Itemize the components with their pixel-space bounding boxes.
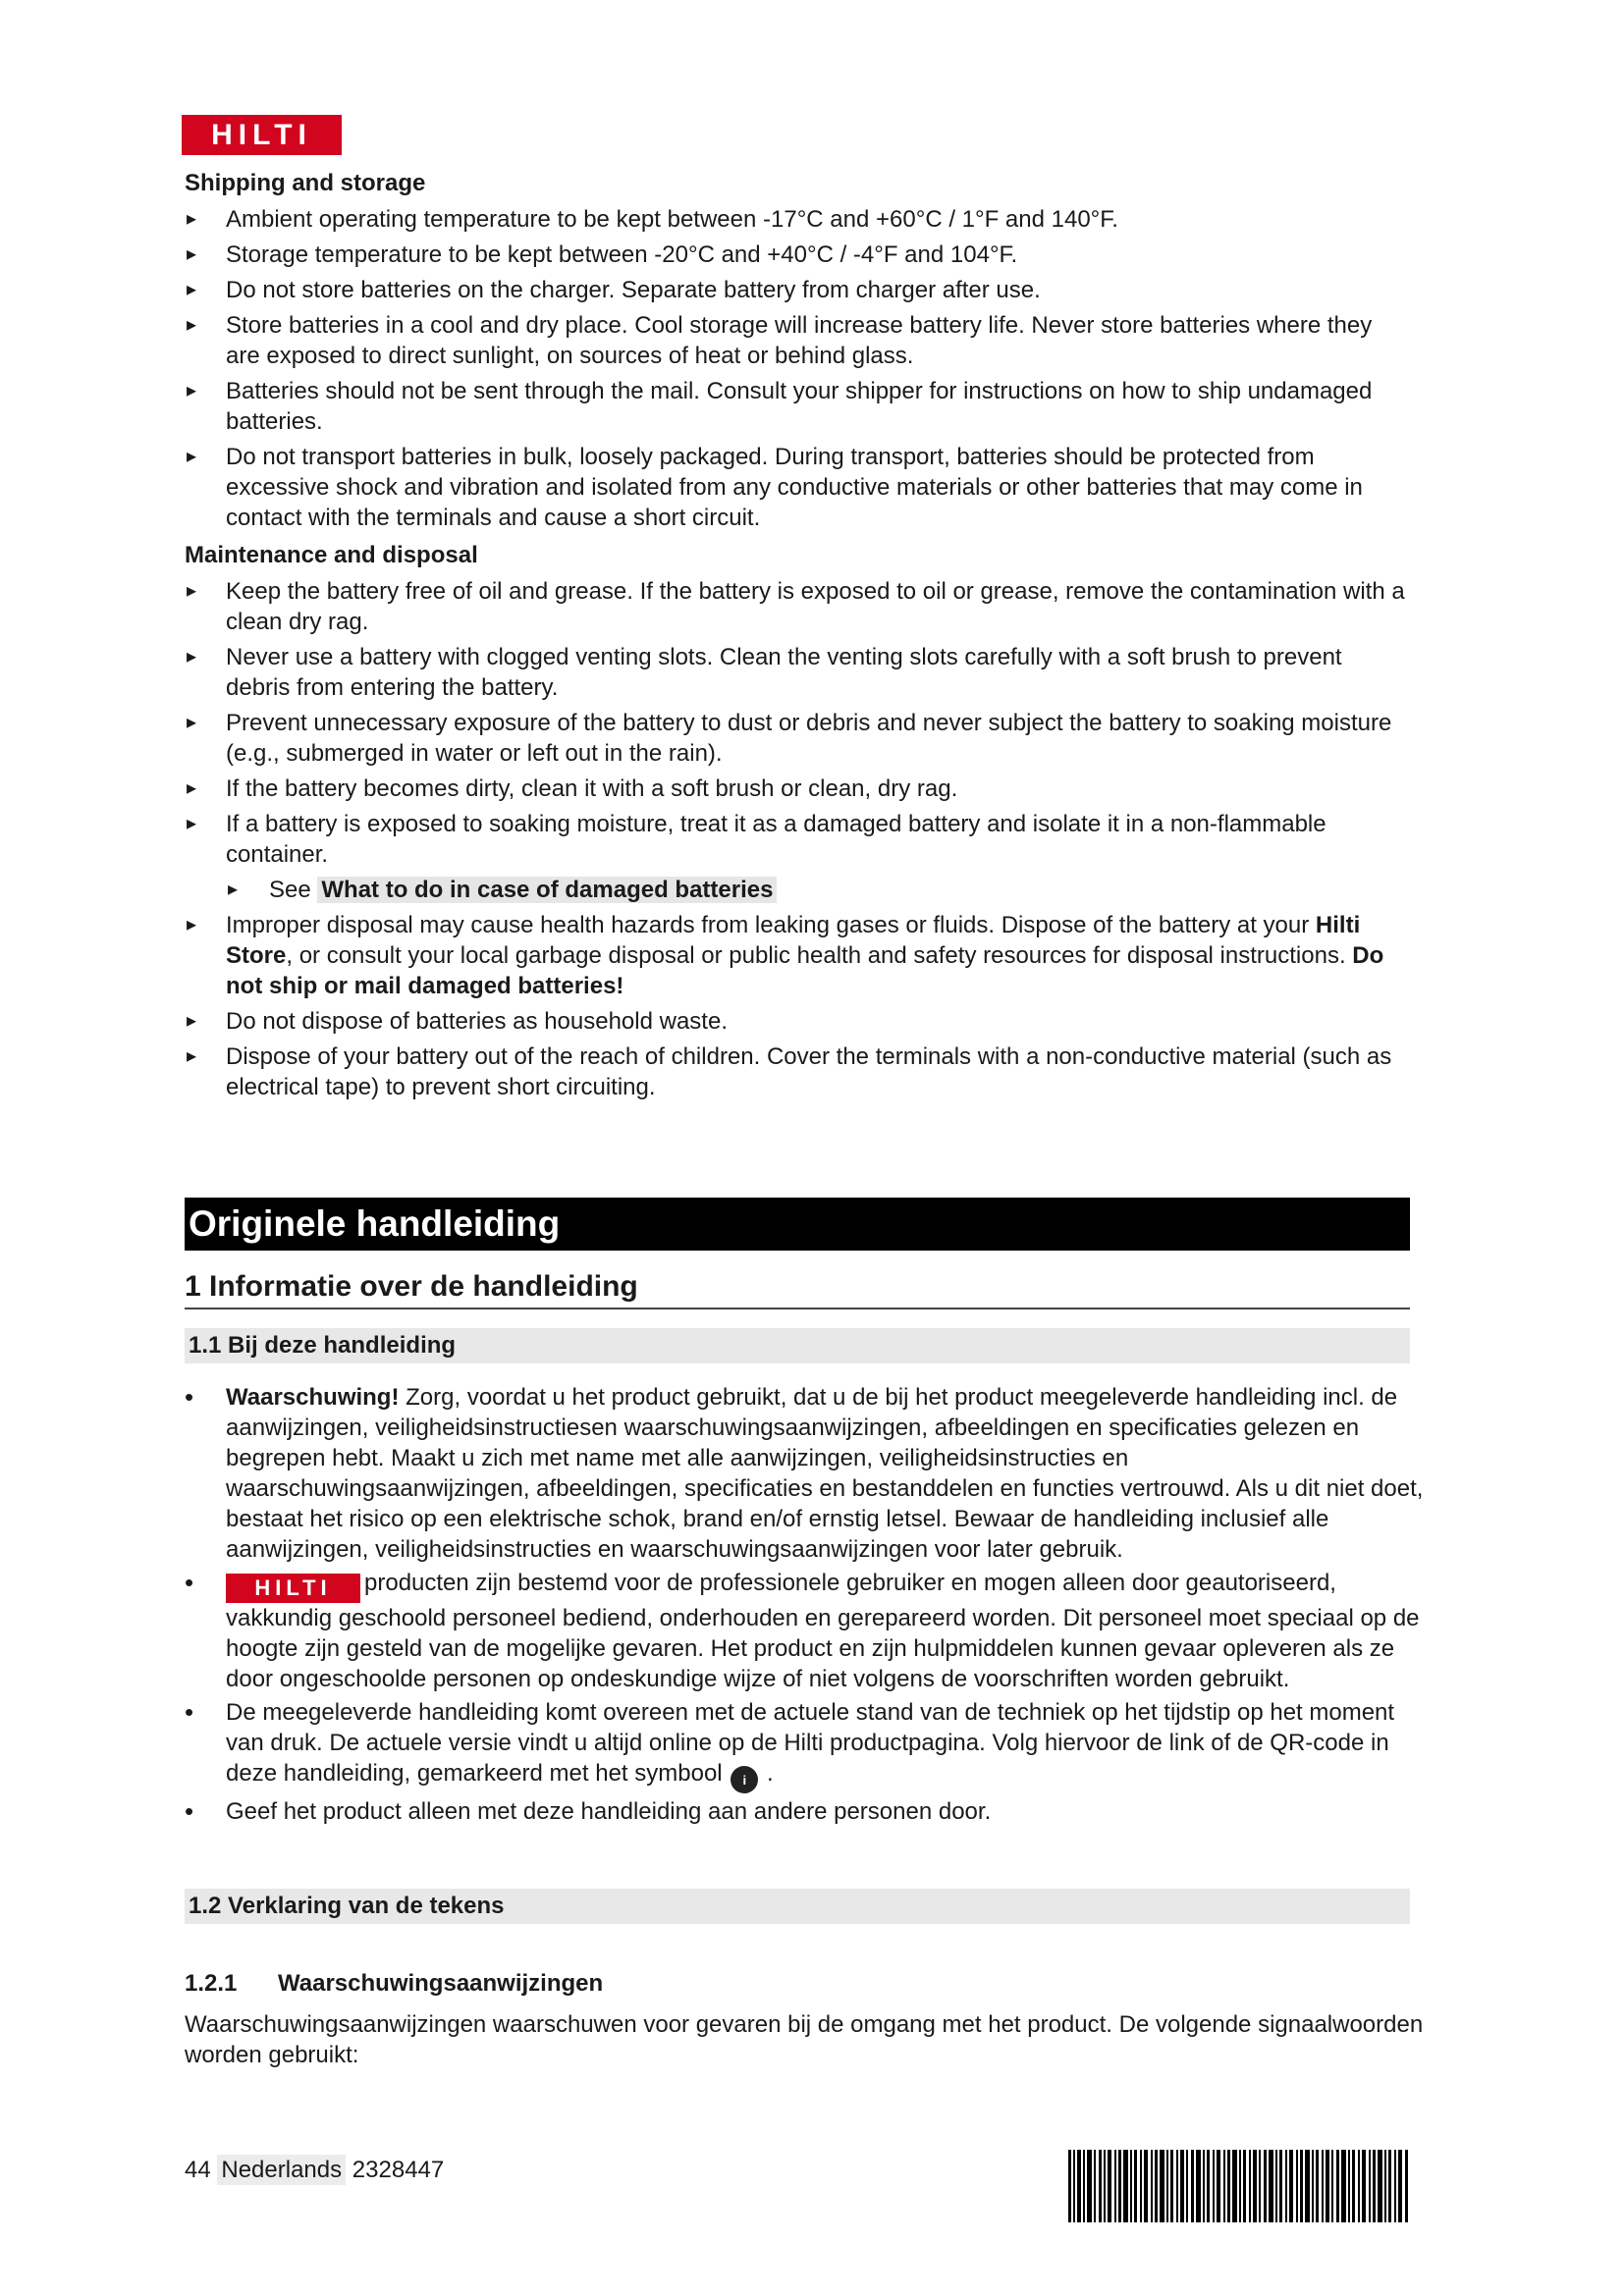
list-item (185, 910, 1412, 1001)
dutch-section (185, 1382, 1427, 1830)
see-prefix: See (269, 877, 311, 903)
list-item: ▸ Do not dispose of batteries as household waste. (185, 1006, 1412, 1037)
inline-logo-text: • HILTI (254, 1575, 332, 1600)
document-number: 2328447 (352, 2157, 445, 2183)
warning-text: Zorg, voordat u het product gebruikt, dat u de bij het product meegeleverde handleiding incl. de aanwijzingen, veiligheidsinstructiesen waarschuwingsaanwijzingen, afbeeldingen en specificaties gelezen en begrepen hebt. Maakt u zich met name met alle aanwijzingen, veiligheidsinstructies en waarschuwingsaanwijzingen, afbeeldingen, specificaties en bestanddelen en functies vertrouwd. Als u dit niet doet, bestaat het risico op een elektrische schok, brand en/of ernstig letsel. Bewaar de handleiding inclusief alle aanwijzingen, veiligheidsinstructies en waarschuwingsaanwijzingen voor later gebruik. (226, 1384, 1424, 1563)
hilti-inline-logo (226, 1574, 360, 1603)
section-title: Waarschuwingsaanwijzingen (278, 1970, 604, 1997)
list-item (185, 1382, 1427, 1565)
disposal-text-b: , or consult your local garbage disposal or public health and safety resources for disposal instructions. (286, 942, 1346, 969)
shipping-list (185, 204, 1412, 533)
list-item: ▸ If the battery becomes dirty, clean it with a soft brush or clean, dry rag. (185, 774, 1412, 804)
hilti-products-text: producten zijn bestemd voor de professionele gebruiker en mogen alleen door geautoriseerd, vakkundig geschoold personeel bediend, onderhouden en gerepareerd worden. Dit personeel moet speciaal op de hoogte zijn gesteld van de mogelijke gevaren. Het product en zijn hulpmiddelen kunnen gevaar opleveren als ze door ongeschoolde personen op ondeskundige wijze of niet volgens de voorschriften worden gebruikt. (226, 1570, 1420, 1692)
maintenance-heading: Maintenance and disposal (185, 542, 478, 568)
section-number: 1.2.1 (185, 1970, 238, 1997)
list-item: ▸ Store batteries in a cool and dry place. Cool storage will increase battery life. Never store batteries where they are exposed to direct sunlight, on sources of heat or behind glass. (185, 310, 1412, 371)
list-item: ▸ Prevent unnecessary exposure of the battery to dust or debris and never subject the battery to soaking moisture (e.g., submerged in water or left out in the rain). (185, 708, 1412, 769)
list-item: ▸ Keep the battery free of oil and grease. If the battery is exposed to oil or grease, remove the contamination with a clean dry rag. (185, 576, 1412, 637)
section-1-2-1-heading (185, 1970, 603, 1998)
section-1-2-heading: 1.2 Verklaring van de tekens (185, 1889, 1410, 1924)
list-item: ▸ Do not transport batteries in bulk, loosely packaged. During transport, batteries should be protected from excessive shock and vibration and isolated from any conductive materials or other batteries that may come in contact with the terminals and cause a short circuit. (185, 442, 1412, 533)
hilti-store: Hilti Store (226, 912, 1361, 969)
list-item: ▸ Batteries should not be sent through the mail. Consult your shipper for instructions on how to ship undamaged batteries. (185, 376, 1412, 437)
warnings-paragraph: Waarschuwingsaanwijzingen waarschuwen voor gevaren bij de omgang met het product. De volgende signaalwoorden worden gebruikt: (185, 2011, 1424, 2068)
list-item: ▸ Dispose of your battery out of the reach of children. Cover the terminals with a non-conductive material (such as electrical tape) to prevent short circuiting. (185, 1041, 1412, 1102)
section-1-heading: 1 Informatie over de handleiding (185, 1266, 1410, 1309)
english-section (185, 169, 1412, 1110)
disposal-warning: Do not ship or mail damaged batteries! (226, 942, 1384, 999)
barcode-bars (1068, 2150, 1408, 2222)
footer-language: Nederlands (217, 2155, 346, 2185)
list-item: ▸ Never use a battery with clogged venting slots. Clean the venting slots carefully with a soft brush to prevent debris from entering the battery. (185, 642, 1412, 703)
list-item: ▸ Storage temperature to be kept between -20°C and +40°C / -4°F and 104°F. (185, 240, 1412, 270)
logo-text: HILTI (211, 118, 312, 151)
manual-info-list (185, 1382, 1427, 1827)
warning-label: Waarschuwing! (226, 1384, 400, 1411)
list-item: ▸ Do not store batteries on the charger. Separate battery from charger after use. (185, 275, 1412, 305)
disposal-text-a: Improper disposal may cause health hazards from leaking gases or fluids. Dispose of the battery at your (226, 912, 1310, 938)
section-1-1-heading: 1.1 Bij deze handleiding (185, 1328, 1410, 1363)
link-text: De meegeleverde handleiding komt overeen met de actuele stand van de techniek op het tijdstip op het moment van druk. De actuele versie vindt u altijd online op de Hilti productpagina. Volg hiervoor de link of de QR-code in deze handleiding, gemarkeerd met het symbool (226, 1698, 1395, 1787)
link-text-end: . (766, 1759, 774, 1787)
shipping-heading: Shipping and storage (185, 170, 426, 196)
list-item: • Geef het product alleen met deze handleiding aan andere personen door. (185, 1796, 1427, 1827)
list-item: ▸ Ambient operating temperature to be kept between -17°C and +60°C / 1°F and 140°F. (185, 204, 1412, 235)
damaged-batteries-link[interactable]: What to do in case of damaged batteries (317, 877, 777, 903)
see-reference (185, 875, 1412, 905)
qr-info-icon: i (731, 1766, 758, 1793)
hilti-logo (182, 115, 342, 155)
page-number: 44 (185, 2157, 211, 2183)
maintenance-list (185, 576, 1412, 1102)
barcode-icon (1068, 2150, 1410, 2222)
list-item: ▸ If a battery is exposed to soaking moisture, treat it as a damaged battery and isolate it in a non-flammable container. (185, 809, 1412, 870)
list-item (185, 1697, 1427, 1794)
section-banner: Originele handleiding (185, 1198, 1410, 1251)
page-footer (185, 2157, 444, 2184)
list-item (185, 1568, 1427, 1694)
